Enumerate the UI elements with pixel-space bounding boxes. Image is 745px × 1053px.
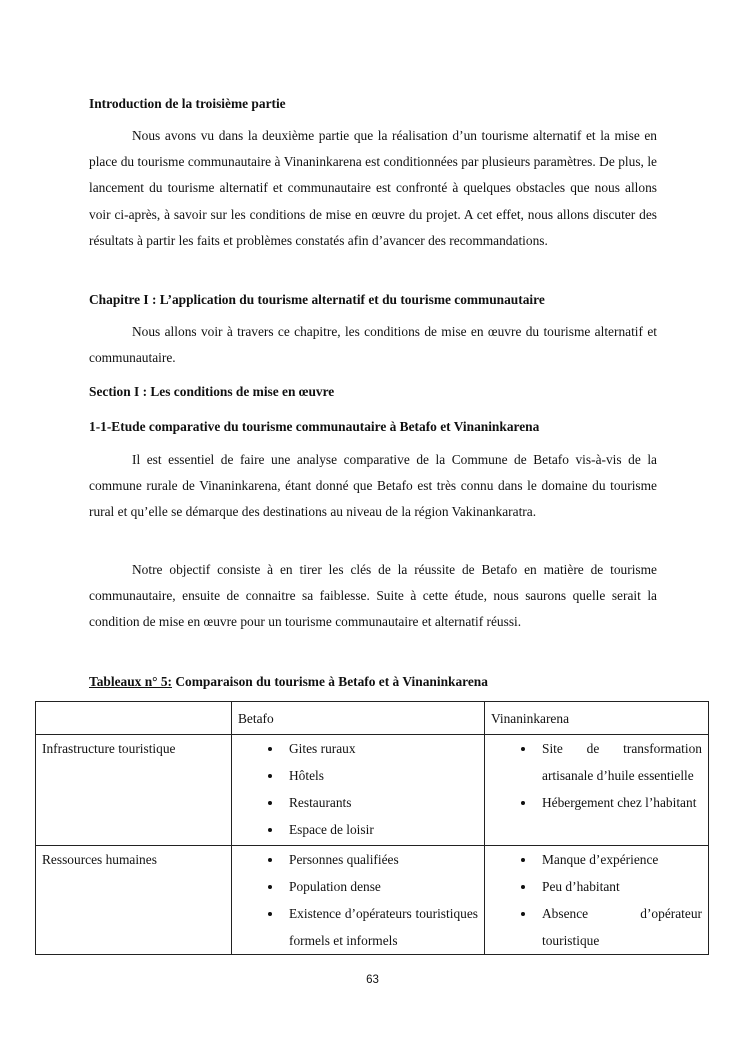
intro-heading: Introduction de la troisième partie: [89, 96, 286, 111]
vinaninkarena-cell: [485, 735, 709, 846]
list-item: • Hébergement chez l’habitant: [536, 789, 702, 816]
table-caption-label: Tableaux n° 5:: [89, 674, 172, 689]
comparison-table: [35, 701, 709, 955]
vinaninkarena-cell: [485, 846, 709, 955]
list-item: • Restaurants: [283, 789, 478, 816]
page-number: 63: [366, 974, 379, 986]
list-item: • Peu d’habitant: [536, 873, 702, 900]
table-caption-title: Comparaison du tourisme à Betafo et à Vinaninkarena: [172, 674, 488, 689]
list-item: • Manque d’expérience: [536, 846, 702, 873]
table-header-row: [36, 702, 709, 735]
table-row: [36, 735, 709, 846]
row-label: Infrastructure touristique: [36, 735, 232, 846]
list-item: • Population dense: [283, 873, 478, 900]
list-item: • Espace de loisir: [283, 816, 478, 843]
table-row: [36, 846, 709, 955]
list-item: • Hôtels: [283, 762, 478, 789]
list-item: • Gites ruraux: [283, 735, 478, 762]
chapter-heading: Chapitre I : L’application du tourisme alternatif et du tourisme communautaire: [89, 292, 545, 307]
intro-paragraph: Nous avons vu dans la deuxième partie que la réalisation d’un tourisme alternatif et la mise en place du tourisme communautaire à Vinaninkarena est conditionnées par plusieurs paramètres. De plus, le lancement du tourisme alternatif et communautaire est confronté à quelques obstacles que nous allons voir ci-après, à savoir sur les conditions de mise en œuvre du projet. A cet effet, nous allons discuter des résultats à partir les faits et problèmes constatés afin d’avancer des recommandations.: [89, 128, 657, 248]
header-cell-betafo: Betafo: [232, 702, 485, 735]
header-cell-empty: [36, 702, 232, 735]
paragraph-objective: Notre objectif consiste à en tirer les clés de la réussite de Betafo en matière de tourisme communautaire, ensuite de connaitre sa faiblesse. Suite à cette étude, nous saurons quelle serait la condition de mise en œuvre pour un tourisme communautaire et alternatif réussi.: [89, 562, 657, 630]
list-item: • Site de transformation artisanale d’huile essentielle: [536, 735, 702, 789]
header-cell-vinaninkarena: Vinaninkarena: [485, 702, 709, 735]
section-heading: Section I : Les conditions de mise en œuvre: [89, 384, 335, 399]
list-item: • Personnes qualifiées: [283, 846, 478, 873]
paragraph-betafo-analysis: Il est essentiel de faire une analyse comparative de la Commune de Betafo vis-à-vis de la commune rurale de Vinaninkarena, étant donné que Betafo est très connu dans le domaine du tourisme rural et qu’elle se démarque des destinations au niveau de la région Vakinankaratra.: [89, 452, 657, 520]
list-item: • Absence d’opérateur touristique: [536, 900, 702, 954]
betafo-cell: [232, 735, 485, 846]
row-label: Ressources humaines: [36, 846, 232, 955]
list-item: • Existence d’opérateurs touristiques formels et informels: [283, 900, 478, 954]
subsection-heading: 1-1-Etude comparative du tourisme communautaire à Betafo et Vinaninkarena: [89, 419, 540, 434]
table-caption: [89, 669, 657, 695]
betafo-cell: [232, 846, 485, 955]
chapter-paragraph: Nous allons voir à travers ce chapitre, les conditions de mise en œuvre du tourisme alternatif et communautaire.: [89, 324, 657, 366]
